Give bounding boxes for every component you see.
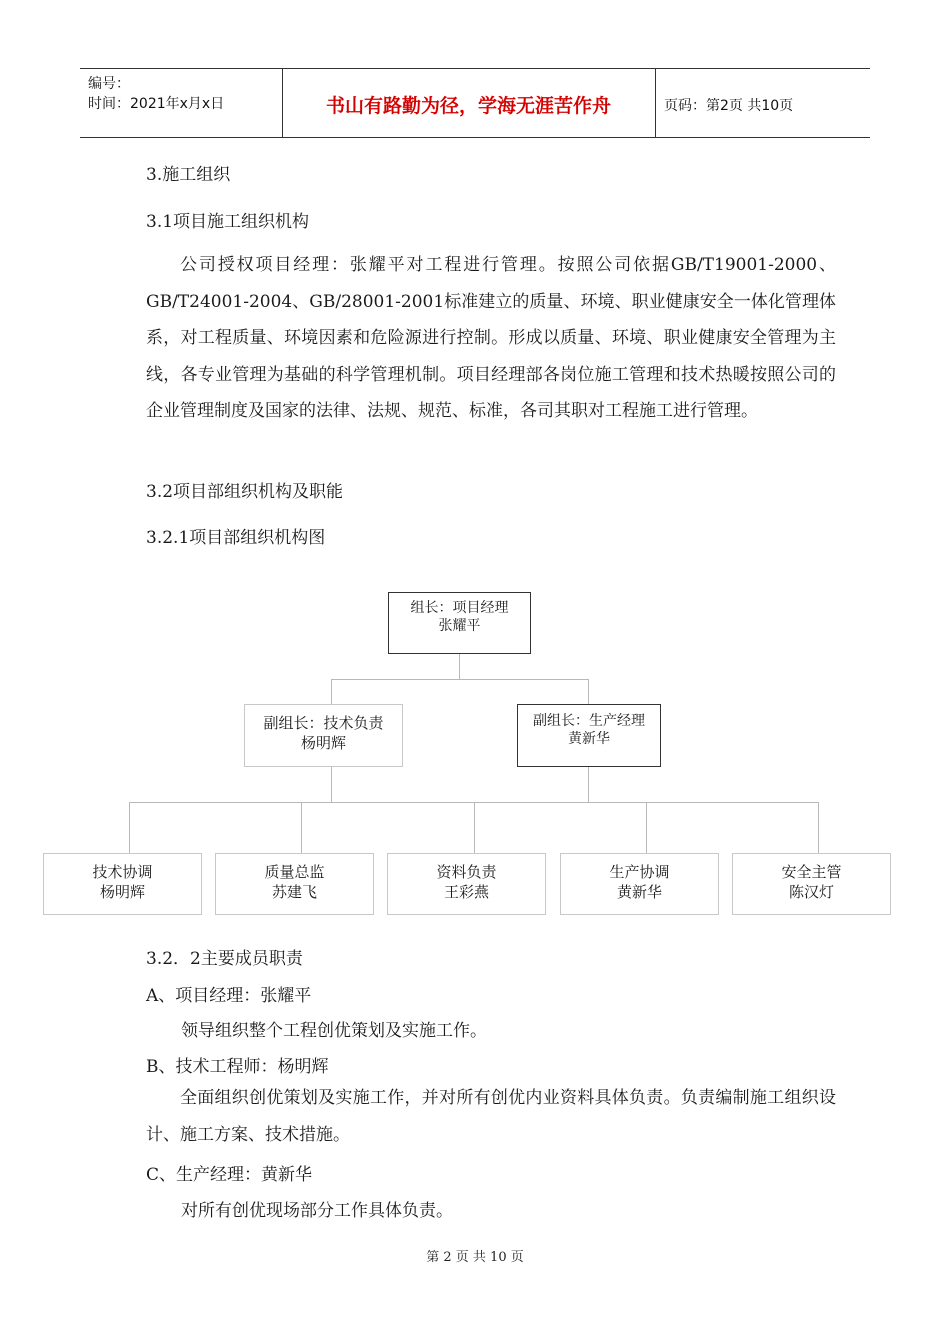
- number-label: 编号：: [88, 76, 130, 92]
- header-page-cell: [656, 69, 870, 137]
- role-a-title: A、项目经理：张耀平: [146, 986, 312, 1006]
- org-name: 黄新华: [568, 731, 610, 747]
- time-label: 时间：2021年x月x日: [88, 96, 225, 112]
- org-name: 王彩燕: [443, 883, 489, 901]
- section-heading-3-2: 3.2项目部组织机构及职能: [146, 482, 344, 502]
- connector-member-2: [301, 802, 302, 853]
- role-c-text: 对所有创优现场部分工作具体负责。: [181, 1201, 453, 1221]
- org-box-leader: [388, 592, 531, 654]
- org-role: 副组长：生产经理: [533, 713, 645, 729]
- org-role: 技术协调: [92, 863, 153, 881]
- connector-deputy1-down: [331, 766, 332, 803]
- org-name: 张耀平: [438, 618, 481, 634]
- role-a-text: 领导组织整个工程创优策划及实施工作。: [181, 1021, 487, 1041]
- section-heading-3-2-1: 3.2.1项目部组织机构图: [146, 528, 326, 548]
- org-box-deputy-production: [517, 704, 661, 767]
- org-box-member-4: [560, 853, 719, 915]
- org-name: 黄新华: [616, 883, 662, 901]
- role-c-title: C、生产经理：黄新华: [146, 1165, 313, 1185]
- header-meta-cell: [80, 69, 283, 137]
- org-box-deputy-tech: [244, 704, 403, 767]
- page-info: 页码：第2页 共10页: [664, 98, 794, 114]
- connector-deputy-right: [588, 679, 589, 705]
- org-name: 苏建飞: [271, 883, 317, 901]
- org-role: 组长：项目经理: [410, 600, 509, 616]
- document-header: [80, 68, 870, 138]
- org-role: 质量总监: [264, 863, 325, 881]
- org-box-member-2: [215, 853, 374, 915]
- connector-deputy-left: [331, 679, 332, 705]
- org-name: 杨明辉: [300, 734, 346, 752]
- org-role: 安全主管: [781, 863, 842, 881]
- org-role: 副组长：技术负责: [263, 714, 384, 732]
- section-heading-3-2-2: 3.2．2主要成员职责: [146, 949, 303, 969]
- org-box-member-5: [732, 853, 891, 915]
- connector-top: [459, 653, 460, 679]
- motto: 书山有路勤为径，学海无涯苦作舟: [325, 95, 611, 117]
- org-box-member-3: [387, 853, 546, 915]
- org-name: 杨明辉: [99, 883, 145, 901]
- connector-member-3: [474, 802, 475, 853]
- connector-member-4: [646, 802, 647, 853]
- section-heading-3-1: 3.1项目施工组织机构: [146, 212, 310, 232]
- connector-deputy-bar: [331, 679, 589, 680]
- page-footer: 第 2 页 共 10 页: [426, 1250, 524, 1265]
- connector-deputy2-down: [588, 766, 589, 803]
- role-b-title: B、技术工程师：杨明辉: [146, 1057, 329, 1077]
- header-motto-cell: [282, 69, 656, 137]
- role-b-text: 全面组织创优策划及实施工作，并对所有创优内业资料具体负责。负责编制施工组织设计、施工方案、技术措施。: [146, 1088, 836, 1145]
- connector-member-5: [818, 802, 819, 853]
- org-role: 资料负责: [436, 863, 497, 881]
- org-role: 生产协调: [609, 863, 670, 881]
- org-box-member-1: [43, 853, 202, 915]
- connector-member-1: [129, 802, 130, 853]
- org-name: 陈汉灯: [788, 883, 834, 901]
- section-heading-3: 3.施工组织: [146, 165, 231, 185]
- paragraph-organization: 公司授权项目经理：张耀平对工程进行管理。按照公司依据GB/T19001-2000、GB/T24001-2004、GB/28001-2001标准建立的质量、环境、职业健康安全一体化管理体系，对工程质量、环境因素和危险源进行控制。形成以质量、环境、职业健康安全管理为主线，各专业管理为基础的科学管理机制。项目经理部各岗位施工管理和技术热暖按照公司的企业管理制度及国家的法律、法规、规范、标准，各司其职对工程施工进行管理。: [146, 255, 836, 421]
